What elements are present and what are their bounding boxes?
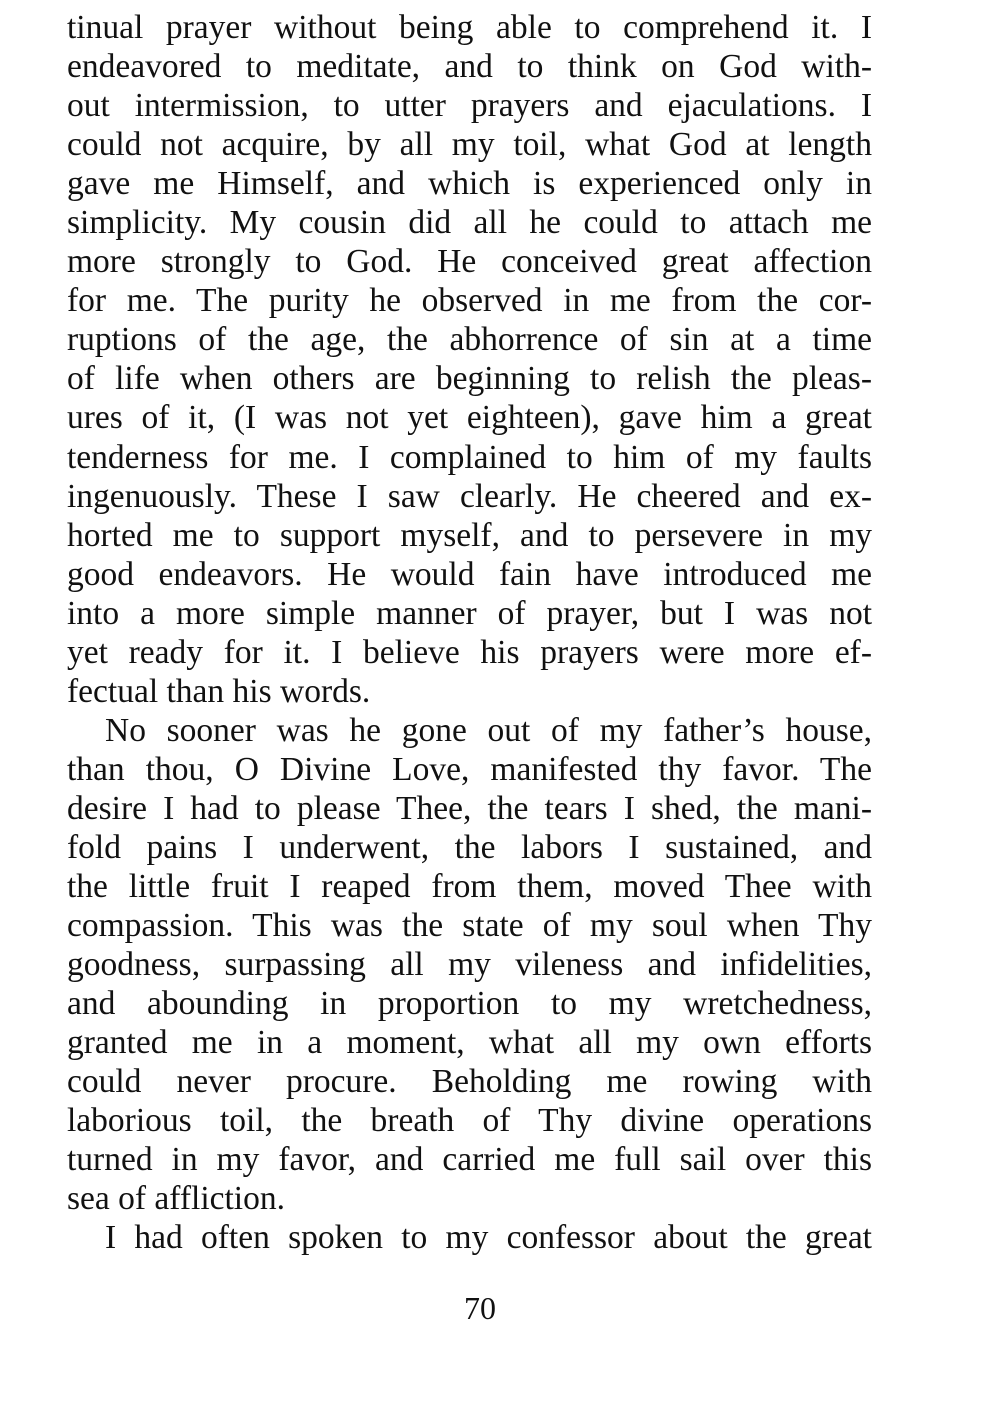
text-line: could not acquire, by all my toil, what God at length [67, 126, 872, 164]
text-line: into a more simple manner of prayer, but I was not [67, 594, 872, 632]
text-line: more strongly to God. He conceived great affection [67, 243, 872, 281]
text-line: out intermission, to utter prayers and ejaculations. I [67, 87, 872, 125]
text-line: for me. The purity he observed in me from the cor- [67, 282, 872, 320]
text-line: endeavored to meditate, and to think on God with- [67, 48, 872, 86]
text-line: ingenuously. These I saw clearly. He cheered and ex- [67, 477, 872, 515]
text-line: ruptions of the age, the abhorrence of sin at a time [67, 321, 872, 359]
body-text [67, 8, 872, 1258]
text-line: compassion. This was the state of my soul when Thy [67, 907, 872, 945]
text-line: fold pains I underwent, the labors I sustained, and [67, 828, 872, 866]
text-line: the little fruit I reaped from them, moved Thee with [67, 868, 872, 906]
text-line: tenderness for me. I complained to him of my faults [67, 438, 872, 476]
text-line: simplicity. My cousin did all he could to attach me [67, 204, 872, 242]
text-line: gave me Himself, and which is experienced only in [67, 165, 872, 203]
text-line: than thou, O Divine Love, manifested thy favor. The [67, 750, 872, 788]
text-line: No sooner was he gone out of my father’s house, [105, 711, 872, 749]
text-line: ures of it, (I was not yet eighteen), gave him a great [67, 399, 872, 437]
text-line: I had often spoken to my confessor about the great [105, 1219, 872, 1257]
text-line: tinual prayer without being able to comprehend it. I [67, 9, 872, 46]
text-line: and abounding in proportion to my wretchedness, [67, 985, 872, 1023]
text-line: good endeavors. He would fain have introduced me [67, 555, 872, 593]
text-line: yet ready for it. I believe his prayers were more ef- [67, 633, 872, 671]
text-line: laborious toil, the breath of Thy divine operations [67, 1102, 872, 1140]
text-line: goodness, surpassing all my vileness and infidelities, [67, 946, 872, 984]
text-line: could never procure. Beholding me rowing with [67, 1063, 872, 1101]
text-line: sea of affliction. [67, 1180, 285, 1218]
text-line: granted me in a moment, what all my own efforts [67, 1024, 872, 1062]
text-line: fectual than his words. [67, 672, 371, 710]
page-number: 70 [464, 1290, 496, 1326]
text-line: turned in my favor, and carried me full sail over this [67, 1141, 872, 1179]
text-line: horted me to support myself, and to persevere in my [67, 516, 872, 554]
text-line: of life when others are beginning to relish the pleas- [67, 360, 872, 398]
text-line: desire I had to please Thee, the tears I shed, the mani- [67, 789, 872, 827]
